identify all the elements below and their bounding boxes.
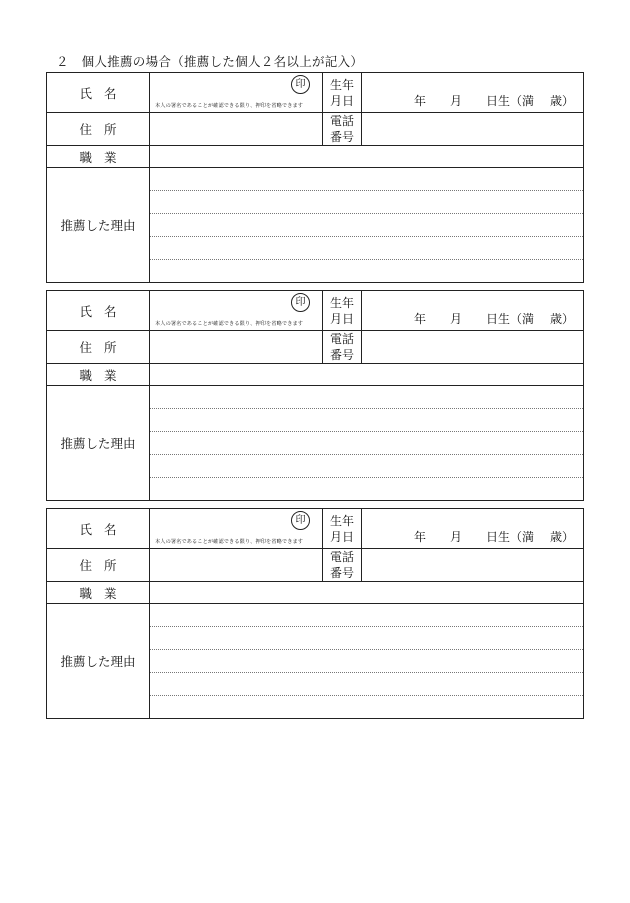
reason-field[interactable]: [150, 386, 584, 501]
occupation-label: 職業: [47, 146, 150, 168]
address-label: 住所: [47, 331, 150, 364]
seal-omission-note: 本人の署名であることが確認できる限り、押印を省略できます: [155, 103, 304, 109]
birthdate-label: 生年 月日: [323, 291, 362, 331]
birthdate-field[interactable]: [362, 73, 584, 113]
name-signature-field[interactable]: [150, 73, 323, 113]
reason-line: [150, 627, 583, 650]
reason-label: 推薦した理由: [47, 168, 150, 283]
birthdate-label: 生年 月日: [323, 73, 362, 113]
reason-line: [150, 237, 583, 260]
occupation-label: 職業: [47, 582, 150, 604]
address-field[interactable]: [150, 331, 323, 364]
occupation-field[interactable]: [150, 146, 584, 168]
phone-label: 電話 番号: [323, 113, 362, 146]
birthdate-format: 年 月 日生（満 歳）: [414, 312, 575, 326]
reason-field[interactable]: [150, 604, 584, 719]
reason-line: [150, 168, 583, 191]
reason-line: [150, 673, 583, 696]
reason-line: [150, 409, 583, 432]
phone-label: 電話 番号: [323, 331, 362, 364]
address-label: 住所: [47, 113, 150, 146]
birthdate-format: 年 月 日生（満 歳）: [414, 530, 575, 544]
reason-line: [150, 455, 583, 478]
recommender-form-1: [46, 72, 584, 283]
name-signature-field[interactable]: [150, 509, 323, 549]
birthdate-field[interactable]: [362, 291, 584, 331]
name-signature-field[interactable]: [150, 291, 323, 331]
reason-label: 推薦した理由: [47, 604, 150, 719]
reason-line: [150, 386, 583, 409]
seal-stamp-mark: 印: [291, 293, 310, 312]
reason-field[interactable]: [150, 168, 584, 283]
address-field[interactable]: [150, 549, 323, 582]
recommender-form-3: [46, 508, 584, 719]
seal-stamp-mark: 印: [291, 511, 310, 530]
phone-field[interactable]: [362, 549, 584, 582]
reason-line: [150, 478, 583, 500]
reason-label: 推薦した理由: [47, 386, 150, 501]
reason-line: [150, 604, 583, 627]
birthdate-field[interactable]: [362, 509, 584, 549]
seal-omission-note: 本人の署名であることが確認できる限り、押印を省略できます: [155, 539, 304, 545]
phone-field[interactable]: [362, 113, 584, 146]
phone-field[interactable]: [362, 331, 584, 364]
reason-line: [150, 650, 583, 673]
occupation-label: 職業: [47, 364, 150, 386]
address-label: 住所: [47, 549, 150, 582]
name-label: 氏名: [47, 509, 150, 549]
reason-line: [150, 696, 583, 718]
reason-line: [150, 191, 583, 214]
birthdate-label: 生年 月日: [323, 509, 362, 549]
section-heading: ２ 個人推薦の場合（推薦した個人２名以上が記入）: [56, 54, 364, 69]
seal-stamp-mark: 印: [291, 75, 310, 94]
phone-label: 電話 番号: [323, 549, 362, 582]
occupation-field[interactable]: [150, 582, 584, 604]
seal-omission-note: 本人の署名であることが確認できる限り、押印を省略できます: [155, 321, 304, 327]
reason-line: [150, 260, 583, 282]
name-label: 氏名: [47, 291, 150, 331]
occupation-field[interactable]: [150, 364, 584, 386]
reason-line: [150, 432, 583, 455]
birthdate-format: 年 月 日生（満 歳）: [414, 94, 575, 108]
name-label: 氏名: [47, 73, 150, 113]
recommender-form-2: [46, 290, 584, 501]
reason-line: [150, 214, 583, 237]
address-field[interactable]: [150, 113, 323, 146]
